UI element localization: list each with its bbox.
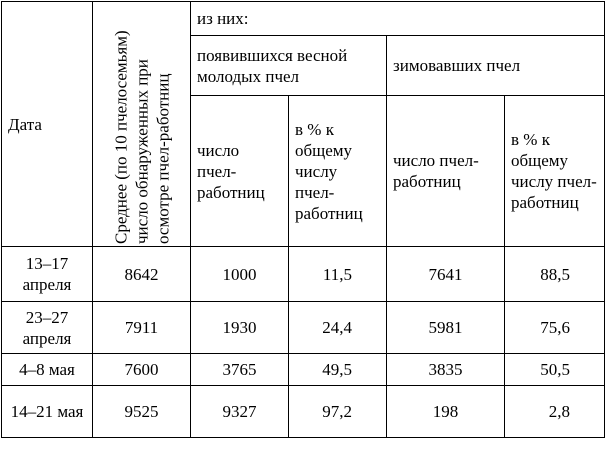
row-winter-count: 5981 [387, 302, 505, 354]
row-young-count: 1000 [191, 247, 289, 302]
header-young-count: число пчел-работниц [191, 96, 289, 247]
row-winter-count: 3835 [387, 354, 505, 386]
row-winter-percent: 50,5 [505, 354, 605, 386]
row-young-count: 3765 [191, 354, 289, 386]
row-young-percent: 97,2 [289, 386, 387, 438]
header-young-percent: в % к общему числу пчел-работниц [289, 96, 387, 247]
table-row [2, 354, 605, 386]
header-wintered: зимовавших пчел [387, 36, 605, 96]
row-winter-percent: 2,8 [505, 386, 605, 438]
row-average: 7911 [93, 302, 191, 354]
header-young: появившихся весной молодых пчел [191, 36, 387, 96]
row-winter-percent: 88,5 [505, 247, 605, 302]
row-date: 4–8 мая [2, 354, 93, 386]
row-winter-count: 7641 [387, 247, 505, 302]
table-row [2, 386, 605, 438]
row-date: 23–27 апреля [2, 302, 93, 354]
row-young-count: 1930 [191, 302, 289, 354]
header-date: Дата [2, 2, 93, 247]
table-row [2, 247, 605, 302]
row-young-percent: 49,5 [289, 354, 387, 386]
row-average: 7600 [93, 354, 191, 386]
header-average: Среднее (по 10 пчелосемьям) число обнаруженных при осмотре пчел-работниц [111, 30, 172, 244]
bee-census-table [1, 1, 605, 438]
row-average: 8642 [93, 247, 191, 302]
row-winter-percent: 75,6 [505, 302, 605, 354]
header-wintered-count: число пчел-работниц [387, 96, 505, 247]
header-average-cell [93, 2, 191, 247]
row-winter-count: 198 [387, 386, 505, 438]
row-date: 13–17 апреля [2, 247, 93, 302]
table-row [2, 302, 605, 354]
row-young-count: 9327 [191, 386, 289, 438]
header-wintered-percent: в % к общему числу пчел-работниц [505, 96, 605, 247]
row-young-percent: 11,5 [289, 247, 387, 302]
row-young-percent: 24,4 [289, 302, 387, 354]
row-date: 14–21 мая [2, 386, 93, 438]
header-of-them: из них: [191, 2, 605, 36]
row-average: 9525 [93, 386, 191, 438]
